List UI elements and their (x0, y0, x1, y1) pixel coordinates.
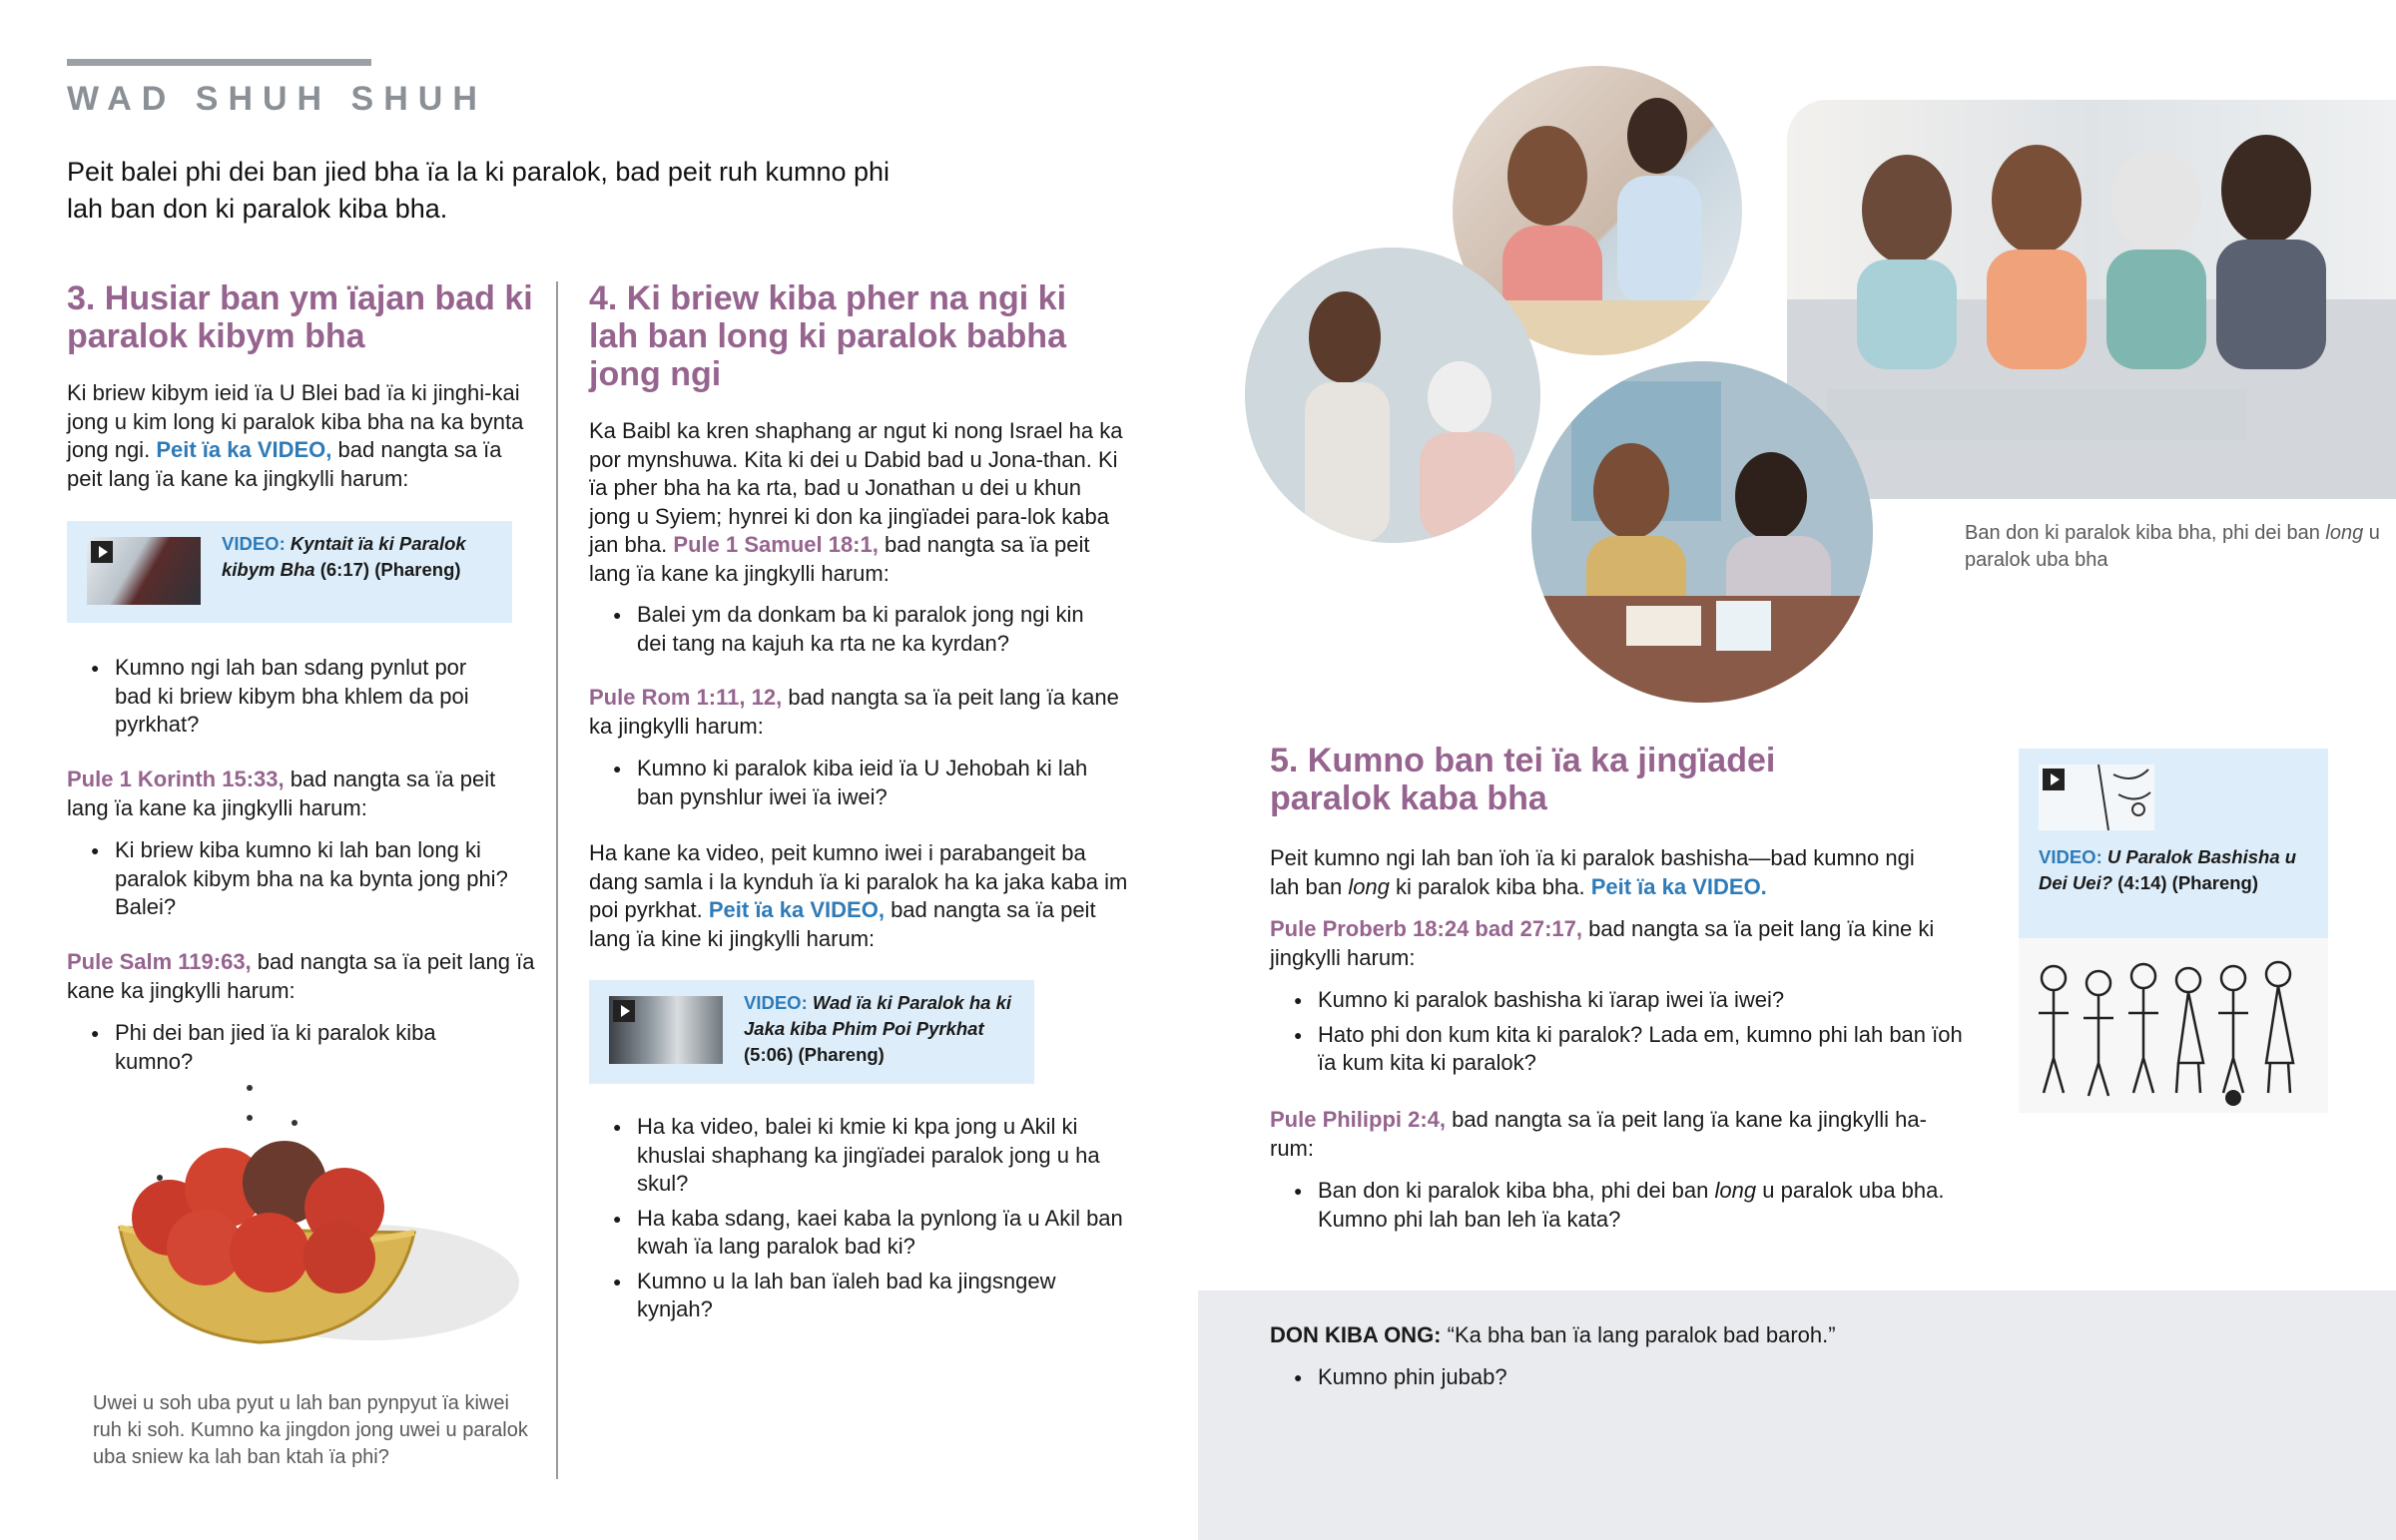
video-label: VIDEO: (744, 992, 808, 1013)
video-meta: (6:17) (Phareng) (319, 559, 461, 580)
section3-paragraph (67, 379, 536, 493)
caption-post: u paralok uba bha (1965, 522, 2380, 571)
section3-video-thumbnail[interactable] (87, 537, 201, 605)
ref-tail: bad nangta sa ïa peit lang ïa kine ki jingkylli harum: (1270, 916, 1935, 970)
list-item: ● Kumno phin jubab? (1270, 1363, 1969, 1392)
scripture-ref[interactable]: Pule 1 Samuel 18:1, (673, 532, 879, 557)
section4-ref2 (589, 684, 1128, 741)
section3-ref2 (67, 766, 536, 822)
section3-video-text (222, 531, 506, 583)
section4-p2-text: Ha kane ka video, peit kumno iwei i parabangeit ba dang samla i la kynduh ïa ki paralok ha ka jaka kaba im poi pyrkhat. (589, 840, 1128, 922)
video-meta: (4:14) (Phareng) (2117, 872, 2258, 893)
ref-tail: bad nangta sa ïa peit lang ïa kine ki jingkylli harum: (589, 897, 1096, 951)
list-item (1270, 1177, 1969, 1234)
section5-bullets-2 (1270, 1177, 1969, 1240)
section4-video-link[interactable]: Peit ïa ka VIDEO, (708, 897, 885, 922)
section5-ref2 (1270, 1106, 1969, 1163)
section-label: WAD SHUH SHUH (67, 80, 487, 118)
list-item: ● Kumno ki paralok kiba ieid ïa U Jehobah ki lah ban pynshlur iwei ïa iwei? (589, 755, 1118, 811)
ref-tail: bad nangta sa ïa peit lang ïa kane ka jingkylli harum: (589, 532, 1090, 586)
section4-video-text (744, 990, 1028, 1068)
bullet-post: u paralok uba bha. Kumno phi lah ban leh ïa kata? (1318, 1178, 1945, 1232)
caption-pre: Ban don ki paralok kiba bha, phi dei ban (1965, 522, 2320, 544)
list-item: ● Kumno u la lah ban ïaleh bad ka jingsngew kynjah? (589, 1268, 1128, 1324)
section3-bullets-2 (67, 836, 536, 928)
ref-tail: bad nangta sa ïa peit lang ïa kane ka jingkylli harum: (589, 685, 1119, 739)
section4-video-thumbnail[interactable] (609, 996, 723, 1064)
intro-text: Peit balei phi dei ban jied bha ïa la ki paralok, bad peit ruh kumno phi lah ban don ki paralok kiba bha. (67, 157, 891, 224)
section5-p1-pre: Peit kumno ngi lah ban ïoh ïa ki paralok bashisha—bad kumno ngi lah ban (1270, 845, 1915, 899)
section5-video-thumbnail[interactable] (2039, 765, 2154, 830)
list-item: ● Ha kaba sdang, kaei kaba la pynlong ïa u Akil ban kwah ïa lang paralok bad ki? (589, 1205, 1128, 1262)
friends-image-caption (1965, 520, 2384, 574)
video-meta: (5:06) (Phareng) (744, 1044, 885, 1065)
list-item: ● Kumno ngi lah ban sdang pynlut por bad ki briew kibym bha khlem da poi pyrkhat? (67, 654, 506, 740)
section4-video-box[interactable] (589, 980, 1034, 1084)
scripture-ref[interactable]: Pule 1 Korinth 15:33, (67, 767, 285, 791)
play-icon[interactable] (2043, 769, 2065, 790)
section5-p1-post: ki paralok kiba bha. (1396, 873, 1585, 899)
section5-video-box[interactable] (2019, 749, 2328, 1113)
section5-video-link[interactable]: Peit ïa ka VIDEO. (1590, 873, 1767, 899)
section4-heading: 4. Ki briew kiba pher na ngi ki lah ban long ki paralok babha jong ngi (589, 279, 1067, 393)
section3-bullets-1 (67, 654, 506, 746)
ref-tail: bad nangta sa ïa peit lang ïa kane ka jingkylli harum: (67, 767, 496, 820)
section5-heading: 5. Kumno ban tei ïa ka jingïadei paralok kaba bha (1270, 742, 1776, 817)
comforting-friend-circle-image (1531, 361, 1873, 703)
video-title: Kyntait ïa ki Paralok kibym Bha (222, 533, 466, 580)
scripture-ref[interactable]: Pule Proberb 18:24 bad 27:17, (1270, 916, 1583, 941)
section4-p1-text: Ka Baibl ka kren shaphang ar ngut ki nong Israel ha ka por mynshuwa. Kita ki dei u Dabid bad u Jona-than. Ki ïa pher bha ha ka rta, bad u Jonathan u dei u khun jong u Syiem; hynrei ki don ka jingïadei para-lok kaba jan bha. (589, 418, 1123, 557)
play-icon[interactable] (613, 1000, 635, 1022)
ref-tail: bad nangta sa ïa peit lang ïa kane ka jingkylli harum: (67, 949, 535, 1003)
list-item: ● Kumno ki paralok bashisha ki ïarap iwei ïa iwei? (1270, 986, 1969, 1015)
video-label: VIDEO: (222, 533, 286, 554)
section3-p1-text: Ki briew kibym ieid ïa U Blei bad ïa ki jinghi-kai jong u kim long ki paralok kiba bha na ka bynta jong ngi. (67, 380, 524, 462)
video-label: VIDEO: (2039, 846, 2102, 867)
some-say-label: DON KIBA ONG: (1270, 1322, 1442, 1347)
some-say-statement (1270, 1321, 2268, 1350)
section4-bullets-1 (589, 601, 1118, 664)
list-item: ● Balei ym da donkam ba ki paralok jong ngi kin dei tang na kajuh ka rta ne ka kyrdan? (589, 601, 1118, 658)
bullet-emphasis: long (1714, 1178, 1757, 1203)
scripture-ref[interactable]: Pule Salm 119:63, (67, 949, 252, 974)
list-item: ● Ha ka video, balei ki kmie ki kpa jong u Akil ki khuslai shaphang ka jingïadei paralok jong u ha skul? (589, 1113, 1128, 1199)
caption-emphasis: long (2325, 522, 2364, 544)
column-divider (556, 281, 558, 1479)
section4-paragraph-1 (589, 417, 1128, 588)
video-title: Wad ïa ki Paralok ha ki Jaka kiba Phim Poi Pyrkhat (744, 992, 1012, 1039)
section3-ref3 (67, 948, 536, 1005)
section3-video-link[interactable]: Peit ïa ka VIDEO, (156, 437, 332, 462)
header-rule (67, 59, 371, 66)
list-item: ● Phi dei ban jied ïa ki paralok kiba kumno? (67, 1019, 486, 1076)
bullet-pre: Ban don ki paralok kiba bha, phi dei ban (1318, 1178, 1709, 1203)
list-item: ● Hato phi don kum kita ki paralok? Lada em, kumno phi lah ban ïoh ïa kum kita ki paralok? (1270, 1021, 1969, 1078)
section5-ref1 (1270, 915, 1969, 972)
cartoon-people-illustration (2019, 938, 2328, 1113)
bottom-bullets (1270, 1363, 1969, 1398)
elderly-care-circle-image (1245, 248, 1540, 543)
section4-bullets-2 (589, 755, 1118, 817)
section5-bullets-1 (1270, 986, 1969, 1084)
scripture-ref[interactable]: Pule Rom 1:11, 12, (589, 685, 783, 710)
section4-paragraph-2 (589, 839, 1128, 953)
section4-bullets-3 (589, 1113, 1128, 1330)
apple-bowl-illustration (100, 1068, 529, 1367)
section5-p1-emphasis: long (1348, 873, 1390, 899)
section3-p1-tail: bad nangta sa ïa peit lang ïa kane ka jingkylli harum: (67, 437, 502, 491)
some-say-quote: “Ka bha ban ïa lang paralok bad baroh.” (1447, 1322, 1836, 1347)
section3-video-box[interactable] (67, 521, 512, 623)
section5-video-text (2039, 844, 2318, 896)
ref-tail: bad nangta sa ïa peit lang ïa kane ka jingkylli ha-rum: (1270, 1107, 1927, 1161)
list-item: ● Ki briew kiba kumno ki lah ban long ki paralok kibym bha na ka bynta jong phi? Balei? (67, 836, 536, 922)
play-icon[interactable] (91, 541, 113, 563)
friends-sofa-illustration (1787, 100, 2396, 499)
apple-image-caption: Uwei u soh uba pyut u lah ban pynpyut ïa kiwei ruh ki soh. Kumno ka jingdon jong uwei u paralok uba sniew ka lah ban ktah ïa phi? (93, 1392, 528, 1468)
section5-paragraph (1270, 844, 1949, 901)
section3-heading: 3. Husiar ban ym ïajan bad ki paralok kibym bha (67, 279, 533, 355)
video-title: U Paralok Bashisha u Dei Uei? (2039, 846, 2297, 893)
scripture-ref[interactable]: Pule Philippi 2:4, (1270, 1107, 1447, 1132)
